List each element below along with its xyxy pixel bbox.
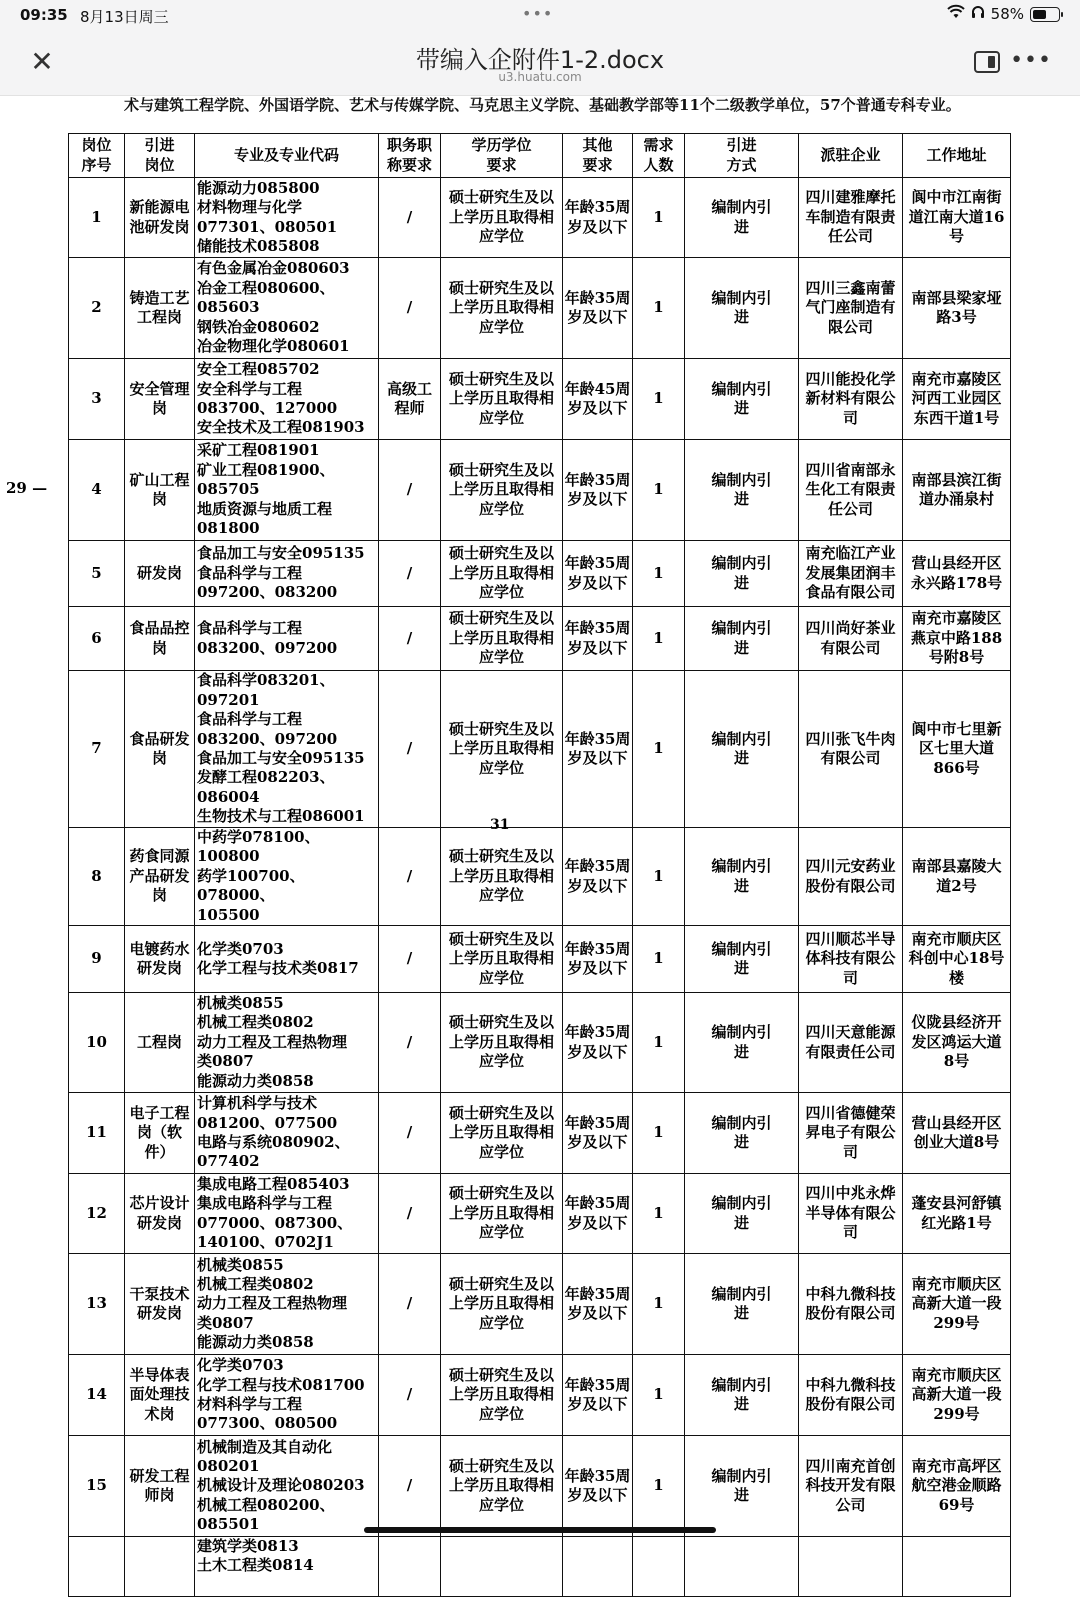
cell-post-name: 干泵技术 研发岗	[125, 1254, 195, 1355]
cell-headcount: 1	[633, 993, 685, 1093]
status-time: 09:35	[20, 6, 68, 24]
battery-percent: 58%	[990, 5, 1024, 23]
cell-education: 硕士研究生及以 上学历且取得相 应学位	[441, 258, 563, 359]
cell-headcount: 1	[633, 258, 685, 359]
cell-recruit-method: 编制内引 进	[685, 258, 799, 359]
cell-post-number: 9	[69, 926, 125, 993]
cell-post-number: 15	[69, 1436, 125, 1537]
cell-recruit-method: 编制内引 进	[685, 671, 799, 828]
cell-major-codes: 食品科学083201、 097201 食品科学与工程 083200、097200 食品加工与安全095135 发酵工程082203、 086004 生物技术与工程086001	[195, 671, 379, 828]
cell-headcount: 1	[633, 607, 685, 671]
table-row	[69, 993, 1011, 1093]
table-row	[69, 926, 1011, 993]
table-row	[69, 178, 1011, 258]
cell-headcount: 1	[633, 1436, 685, 1537]
cell-education: 硕士研究生及以 上学历且取得相 应学位	[441, 671, 563, 828]
cell-post-name: 安全管理 岗	[125, 359, 195, 440]
cell-education: 硕士研究生及以 上学历且取得相 应学位	[441, 607, 563, 671]
cell-education: 硕士研究生及以 上学历且取得相 应学位	[441, 993, 563, 1093]
cell-education: 硕士研究生及以 上学历且取得相 应学位	[441, 440, 563, 541]
home-indicator[interactable]	[364, 1527, 716, 1533]
intro-paragraph: 术与建筑工程学院、外国语学院、艺术与传媒学院、马克思主义学院、基础教学部等11个二级教学单位，57个普通专科专业。	[124, 96, 961, 114]
cell-recruit-method: 编制内引 进	[685, 993, 799, 1093]
column-header: 专业及专业代码	[195, 134, 379, 178]
cell-company: 中科九微科技 股份有限公司	[799, 1254, 903, 1355]
table-row	[69, 1355, 1011, 1436]
column-header: 其他 要求	[563, 134, 633, 178]
cell-title-requirement: /	[379, 541, 441, 607]
cell-post-name: 研发工程 师岗	[125, 1436, 195, 1537]
side-page-label: 29 —	[6, 479, 48, 497]
cell-major-codes: 中药学078100、100800 药学100700、078000、 105500	[195, 828, 379, 926]
wifi-icon	[947, 5, 965, 23]
cell-company: 四川南充首创 科技开发有限 公司	[799, 1436, 903, 1537]
cell-title-requirement: /	[379, 1355, 441, 1436]
cell-title-requirement: /	[379, 993, 441, 1093]
cell-major-codes: 安全工程085702 安全科学与工程 083700、127000 安全技术及工程081903	[195, 359, 379, 440]
cell-address: 仪陇县经济开 发区鸿运大道 8号	[903, 993, 1011, 1093]
cell-company: 四川省南部永 生化工有限责 任公司	[799, 440, 903, 541]
status-date: 8月13日周三	[80, 8, 169, 26]
cell-company: 四川三鑫南蕾 气门座制造有 限公司	[799, 258, 903, 359]
cell-title-requirement: /	[379, 178, 441, 258]
cell-title-requirement: /	[379, 258, 441, 359]
table-row	[69, 1537, 1011, 1597]
cell-headcount: 1	[633, 541, 685, 607]
cell-recruit-method: 编制内引 进	[685, 926, 799, 993]
cell-company: 四川天意能源 有限责任公司	[799, 993, 903, 1093]
cell-company: 四川省德健荣 昇电子有限公 司	[799, 1093, 903, 1174]
cell-headcount: 1	[633, 1174, 685, 1254]
cell-title-requirement: /	[379, 1093, 441, 1174]
cell-education: 硕士研究生及以 上学历且取得相 应学位	[441, 1254, 563, 1355]
cell-title-requirement: /	[379, 1174, 441, 1254]
cell-address: 南部县滨江街 道办涌泉村	[903, 440, 1011, 541]
cell-company: 四川尚好茶业 有限公司	[799, 607, 903, 671]
table-row	[69, 1254, 1011, 1355]
table-row	[69, 1436, 1011, 1537]
cell-post-number: 5	[69, 541, 125, 607]
cell-headcount: 1	[633, 1254, 685, 1355]
cell-address: 南充市嘉陵区 河西工业园区 东西干道1号	[903, 359, 1011, 440]
cell-education: 硕士研究生及以 上学历且取得相 应学位	[441, 1436, 563, 1537]
cell-address: 南部县梁家垭 路3号	[903, 258, 1011, 359]
cell-company: 四川中兆永烨 半导体有限公 司	[799, 1174, 903, 1254]
column-header: 职务职 称要求	[379, 134, 441, 178]
cell-post-number: 11	[69, 1093, 125, 1174]
cell-recruit-method: 编制内引 进	[685, 1093, 799, 1174]
cell-other-requirement: 年龄35周 岁及以下	[563, 828, 633, 926]
cell-major-codes: 能源动力085800 材料物理与化学 077301、080501 储能技术085808	[195, 178, 379, 258]
column-header: 引进 岗位	[125, 134, 195, 178]
cell-headcount: 1	[633, 926, 685, 993]
cell-recruit-method	[685, 1537, 799, 1597]
cell-post-name: 矿山工程 岗	[125, 440, 195, 541]
cell-other-requirement: 年龄35周 岁及以下	[563, 607, 633, 671]
cell-post-number: 10	[69, 993, 125, 1093]
cell-post-name: 食品研发 岗	[125, 671, 195, 828]
document-page[interactable]	[0, 96, 1080, 1575]
cell-education: 硕士研究生及以 上学历且取得相 应学位	[441, 828, 563, 926]
cell-education: 硕士研究生及以 上学历且取得相 应学位	[441, 1355, 563, 1436]
cell-title-requirement: /	[379, 1254, 441, 1355]
cell-major-codes: 食品加工与安全095135 食品科学与工程 097200、083200	[195, 541, 379, 607]
document-viewer-header	[0, 32, 1080, 96]
cell-education: 硕士研究生及以 上学历且取得相 应学位	[441, 178, 563, 258]
cell-headcount: 1	[633, 671, 685, 828]
cell-address	[903, 1537, 1011, 1597]
cell-other-requirement: 年龄35周 岁及以下	[563, 993, 633, 1093]
cell-headcount: 1	[633, 828, 685, 926]
cell-post-name: 药食同源 产品研发 岗	[125, 828, 195, 926]
cell-recruit-method: 编制内引 进	[685, 828, 799, 926]
cell-post-name: 芯片设计 研发岗	[125, 1174, 195, 1254]
cell-post-number	[69, 1537, 125, 1597]
cell-post-number: 7	[69, 671, 125, 828]
multitask-dots-icon[interactable]: •••	[522, 4, 554, 23]
cell-address: 阆中市七里新 区七里大道 866号	[903, 671, 1011, 828]
more-options-icon[interactable]: •••	[1010, 48, 1052, 73]
column-header: 引进 方式	[685, 134, 799, 178]
column-header: 需求 人数	[633, 134, 685, 178]
cell-recruit-method: 编制内引 进	[685, 541, 799, 607]
cell-other-requirement: 年龄35周 岁及以下	[563, 1355, 633, 1436]
cell-headcount	[633, 1537, 685, 1597]
cell-address: 阆中市江南街 道江南大道16 号	[903, 178, 1011, 258]
cell-headcount: 1	[633, 359, 685, 440]
cell-company: 四川能投化学 新材料有限公 司	[799, 359, 903, 440]
cell-other-requirement: 年龄35周 岁及以下	[563, 541, 633, 607]
table-row	[69, 1174, 1011, 1254]
cell-other-requirement: 年龄45周 岁及以下	[563, 359, 633, 440]
table-row	[69, 541, 1011, 607]
table-row	[69, 1093, 1011, 1174]
cell-post-name: 研发岗	[125, 541, 195, 607]
page-number: 31	[490, 817, 510, 833]
cell-education: 硕士研究生及以 上学历且取得相 应学位	[441, 1093, 563, 1174]
cell-company: 四川顺芯半导 体科技有限公 司	[799, 926, 903, 993]
cell-recruit-method: 编制内引 进	[685, 1254, 799, 1355]
cell-post-number: 12	[69, 1174, 125, 1254]
cell-post-number: 3	[69, 359, 125, 440]
cell-title-requirement: /	[379, 926, 441, 993]
cell-recruit-method: 编制内引 进	[685, 1436, 799, 1537]
cell-post-name: 工程岗	[125, 993, 195, 1093]
document-title: 带编入企附件1-2.docx	[415, 46, 665, 74]
cell-address: 蓬安县河舒镇 红光路1号	[903, 1174, 1011, 1254]
cell-title-requirement: /	[379, 828, 441, 926]
column-header: 岗位 序号	[69, 134, 125, 178]
cell-post-name: 电子工程 岗（软 件）	[125, 1093, 195, 1174]
cell-education: 硕士研究生及以 上学历且取得相 应学位	[441, 359, 563, 440]
column-header: 工作地址	[903, 134, 1011, 178]
cell-post-name: 铸造工艺 工程岗	[125, 258, 195, 359]
cell-address: 南充市高坪区 航空港金顺路 69号	[903, 1436, 1011, 1537]
table-header-row	[69, 134, 1011, 178]
table-row	[69, 258, 1011, 359]
cell-post-name: 食品品控 岗	[125, 607, 195, 671]
cell-post-number: 4	[69, 440, 125, 541]
cell-major-codes: 建筑学类0813 土木工程类0814	[195, 1537, 379, 1597]
table-row	[69, 828, 1011, 926]
cell-post-number: 2	[69, 258, 125, 359]
cell-other-requirement: 年龄35周 岁及以下	[563, 1174, 633, 1254]
cell-company: 南充临江产业 发展集团润丰 食品有限公司	[799, 541, 903, 607]
cell-other-requirement: 年龄35周 岁及以下	[563, 926, 633, 993]
cell-address: 南充市顺庆区 高新大道一段 299号	[903, 1254, 1011, 1355]
cell-education	[441, 1537, 563, 1597]
cell-title-requirement: /	[379, 1436, 441, 1537]
status-bar	[0, 0, 1080, 32]
cell-company	[799, 1537, 903, 1597]
cell-address: 南充市嘉陵区 燕京中路188 号附8号	[903, 607, 1011, 671]
column-header: 派驻企业	[799, 134, 903, 178]
cell-major-codes: 机械类0855 机械工程类0802 动力工程及工程热物理 类0807 能源动力类0858	[195, 993, 379, 1093]
cell-recruit-method: 编制内引 进	[685, 359, 799, 440]
table-row	[69, 359, 1011, 440]
cell-other-requirement: 年龄35周 岁及以下	[563, 671, 633, 828]
cell-recruit-method: 编制内引 进	[685, 607, 799, 671]
cell-other-requirement	[563, 1537, 633, 1597]
cell-major-codes: 食品科学与工程 083200、097200	[195, 607, 379, 671]
cell-other-requirement: 年龄35周 岁及以下	[563, 1436, 633, 1537]
cell-headcount: 1	[633, 1355, 685, 1436]
table-row	[69, 607, 1011, 671]
cell-title-requirement: /	[379, 607, 441, 671]
cell-address: 营山县经开区 永兴路178号	[903, 541, 1011, 607]
cell-recruit-method: 编制内引 进	[685, 1174, 799, 1254]
cell-post-name: 电镀药水 研发岗	[125, 926, 195, 993]
cell-address: 南部县嘉陵大 道2号	[903, 828, 1011, 926]
cell-education: 硕士研究生及以 上学历且取得相 应学位	[441, 926, 563, 993]
cell-other-requirement: 年龄35周 岁及以下	[563, 258, 633, 359]
cell-education: 硕士研究生及以 上学历且取得相 应学位	[441, 1174, 563, 1254]
cell-major-codes: 有色金属冶金080603 冶金工程080600、 085603 钢铁冶金080602 冶金物理化学080601	[195, 258, 379, 359]
positions-table	[68, 133, 1011, 1597]
cell-address: 营山县经开区 创业大道8号	[903, 1093, 1011, 1174]
cell-headcount: 1	[633, 440, 685, 541]
battery-icon	[1030, 7, 1060, 22]
cell-title-requirement: /	[379, 671, 441, 828]
cell-recruit-method: 编制内引 进	[685, 178, 799, 258]
cell-post-name: 半导体表 面处理技 术岗	[125, 1355, 195, 1436]
table-row	[69, 440, 1011, 541]
cell-post-number: 13	[69, 1254, 125, 1355]
cell-title-requirement	[379, 1537, 441, 1597]
cell-company: 四川张飞牛肉 有限公司	[799, 671, 903, 828]
table-row	[69, 671, 1011, 828]
cell-title-requirement: 高级工 程师	[379, 359, 441, 440]
cell-company: 四川元安药业 股份有限公司	[799, 828, 903, 926]
cell-education: 硕士研究生及以 上学历且取得相 应学位	[441, 541, 563, 607]
cell-post-name	[125, 1537, 195, 1597]
cell-post-number: 1	[69, 178, 125, 258]
cell-other-requirement: 年龄35周 岁及以下	[563, 1254, 633, 1355]
cell-address: 南充市顺庆区 科创中心18号 楼	[903, 926, 1011, 993]
cell-major-codes: 采矿工程081901 矿业工程081900、 085705 地质资源与地质工程 081800	[195, 440, 379, 541]
cell-other-requirement: 年龄35周 岁及以下	[563, 440, 633, 541]
cell-major-codes: 集成电路工程085403 集成电路科学与工程 077000、087300、 140100、0702J1	[195, 1174, 379, 1254]
cell-major-codes: 化学类0703 化学工程与技术类0817	[195, 926, 379, 993]
cell-post-number: 14	[69, 1355, 125, 1436]
cell-recruit-method: 编制内引 进	[685, 440, 799, 541]
cell-major-codes: 化学类0703 化学工程与技术081700 材料科学与工程 077300、080500	[195, 1355, 379, 1436]
cell-recruit-method: 编制内引 进	[685, 1355, 799, 1436]
column-header: 学历学位 要求	[441, 134, 563, 178]
cell-headcount: 1	[633, 178, 685, 258]
cell-address: 南充市顺庆区 高新大道一段 299号	[903, 1355, 1011, 1436]
cell-major-codes: 机械类0855 机械工程类0802 动力工程及工程热物理 类0807 能源动力类0858	[195, 1254, 379, 1355]
cell-headcount: 1	[633, 1093, 685, 1174]
cell-other-requirement: 年龄35周 岁及以下	[563, 1093, 633, 1174]
cell-other-requirement: 年龄35周 岁及以下	[563, 178, 633, 258]
cell-post-number: 6	[69, 607, 125, 671]
status-indicators	[947, 5, 1060, 23]
cell-major-codes: 机械制造及其自动化 080201 机械设计及理论080203 机械工程080200、 085501	[195, 1436, 379, 1537]
document-url: u3.huatu.com	[498, 70, 582, 84]
cell-post-name: 新能源电 池研发岗	[125, 178, 195, 258]
reader-mode-icon[interactable]	[974, 51, 1000, 73]
cell-major-codes: 计算机科学与技术 081200、077500 电路与系统080902、 077402	[195, 1093, 379, 1174]
close-icon[interactable]: ✕	[30, 45, 54, 78]
cell-company: 中科九微科技 股份有限公司	[799, 1355, 903, 1436]
cell-post-number: 8	[69, 828, 125, 926]
cell-title-requirement: /	[379, 440, 441, 541]
headphones-icon	[971, 5, 985, 23]
cell-company: 四川建雅摩托 车制造有限责 任公司	[799, 178, 903, 258]
